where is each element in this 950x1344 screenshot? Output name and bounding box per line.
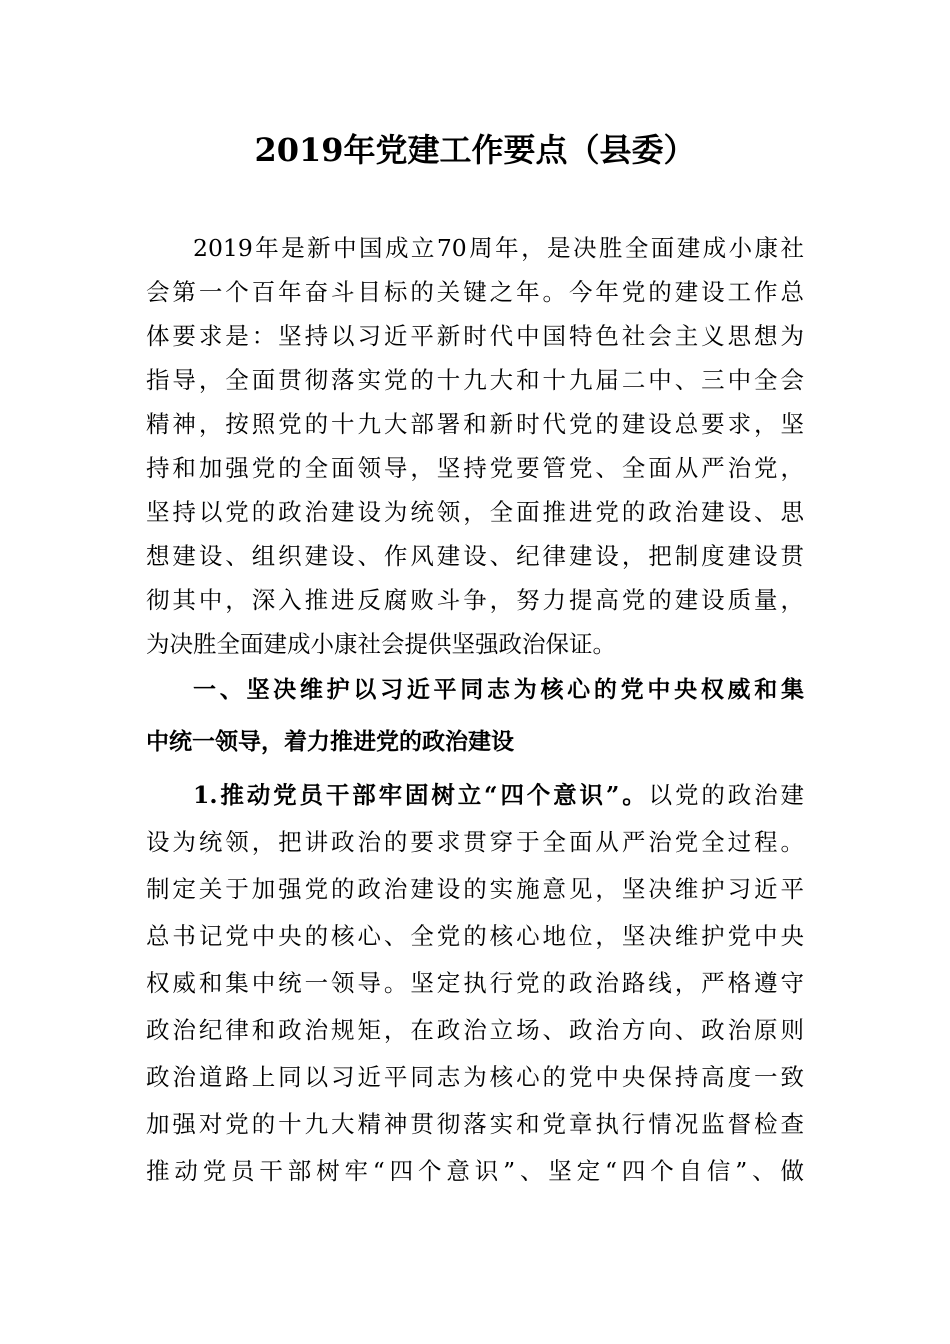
item-line: 政治道路上同以习近平同志为核心的党中央保持高度一致 bbox=[146, 1063, 804, 1091]
intro-line: 坚持以党的政治建设为统领，全面推进党的政治建设、思 bbox=[146, 498, 804, 526]
item-first-line-rest: 以党的政治建 bbox=[648, 781, 805, 809]
item-lead: 1.推动党员干部牢固树立“四个意识”。 bbox=[193, 781, 649, 809]
item-first-line bbox=[193, 773, 804, 817]
item-line: 权威和集中统一领导。坚定执行党的政治路线，严格遵守 bbox=[146, 969, 804, 997]
intro-line: 持和加强党的全面领导，坚持党要管党、全面从严治党， bbox=[146, 454, 804, 482]
intro-line: 体要求是：坚持以习近平新时代中国特色社会主义思想为 bbox=[146, 322, 804, 350]
item-line: 制定关于加强党的政治建设的实施意见，坚决维护习近平 bbox=[146, 875, 804, 903]
intro-line: 彻其中，深入推进反腐败斗争，努力提高党的建设质量， bbox=[146, 586, 804, 614]
document-title: 2019年党建工作要点（县委） bbox=[254, 131, 696, 169]
item-line: 推动党员干部树牢“四个意识”、坚定“四个自信”、做 bbox=[146, 1157, 804, 1185]
intro-line: 精神，按照党的十九大部署和新时代党的建设总要求，坚 bbox=[146, 410, 804, 438]
item-line: 政治纪律和政治规矩，在政治立场、政治方向、政治原则 bbox=[146, 1016, 804, 1044]
intro-line: 会第一个百年奋斗目标的关键之年。今年党的建设工作总 bbox=[146, 278, 804, 306]
intro-line: 2019年是新中国成立70周年，是决胜全面建成小康社 bbox=[193, 234, 804, 262]
section-heading-line: 中统一领导，着力推进党的政治建设 bbox=[146, 729, 514, 755]
item-line: 总书记党中央的核心、全党的核心地位，坚决维护党中央 bbox=[146, 922, 804, 950]
intro-line: 为决胜全面建成小康社会提供坚强政治保证。 bbox=[146, 630, 616, 658]
item-line: 加强对党的十九大精神贯彻落实和党章执行情况监督检查 bbox=[146, 1110, 804, 1138]
item-line: 设为统领，把讲政治的要求贯穿于全面从严治党全过程。 bbox=[146, 828, 804, 856]
intro-line: 想建设、组织建设、作风建设、纪律建设，把制度建设贯 bbox=[146, 542, 804, 570]
section-heading-line: 一、坚决维护以习近平同志为核心的党中央权威和集 bbox=[193, 677, 804, 703]
intro-line: 指导，全面贯彻落实党的十九大和十九届二中、三中全会 bbox=[146, 366, 804, 394]
